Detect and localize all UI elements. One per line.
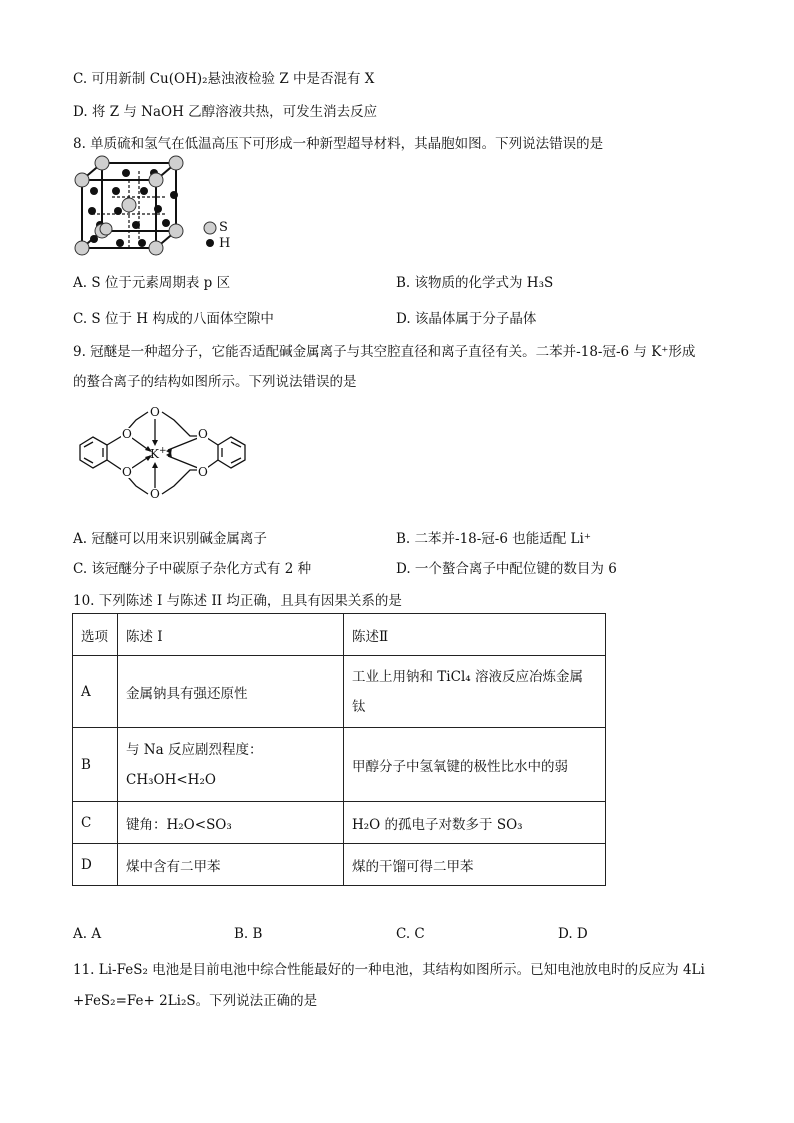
table-header-cell: 陈述Ⅱ (344, 614, 606, 656)
ether-oxygen-label: O (198, 465, 208, 479)
q8-option-d: D. 该晶体属于分子晶体 (396, 311, 537, 327)
q9-stem-line2: 的螯合离子的结构如图所示。下列说法错误的是 (73, 374, 357, 390)
cell-line: 工业上用钠和 TiCl₄ 溶液反应冶炼金属 (352, 668, 583, 685)
table-cell: 煤中含有二甲苯 (118, 844, 344, 886)
q7-option-d: D. 将 Z 与 NaOH 乙醇溶液共热，可发生消去反应 (73, 104, 378, 120)
table-cell: 键角：H₂O<SO₃ (118, 802, 344, 844)
q9-stem-line1: 9. 冠醚是一种超分子，它能否适配碱金属离子与其空腔直径和离子直径有关。二苯并-18-冠-6 与 K⁺形成 (73, 344, 696, 360)
q9-option-c: C. 该冠醚分子中碳原子杂化方式有 2 种 (73, 561, 312, 577)
table-cell (344, 656, 606, 728)
q9-option-d: D. 一个螯合离子中配位键的数目为 6 (396, 561, 617, 577)
table-header-cell: 陈述 I (118, 614, 344, 656)
q8-option-a: A. S 位于元素周期表 p 区 (73, 275, 231, 291)
ether-oxygen-label: O (122, 427, 132, 441)
table-cell: C (73, 802, 118, 844)
q10-answer-b: B. B (234, 926, 263, 942)
q10-table (72, 613, 606, 886)
table-cell: 金属钠具有强还原性 (118, 656, 344, 728)
q11-stem-line2: +FeS₂=Fe+ 2Li₂S。下列说法正确的是 (73, 993, 318, 1009)
table-header-row (73, 614, 606, 656)
table-row (73, 656, 606, 728)
q10-stem: 10. 下列陈述 I 与陈述 II 均正确，且具有因果关系的是 (73, 593, 402, 609)
ether-oxygen-label: O (198, 427, 208, 441)
legend-h-label: H (219, 236, 231, 251)
cell-line: CH₃OH<H₂O (126, 771, 216, 788)
table-cell: 甲醇分子中氢氧键的极性比水中的弱 (344, 728, 606, 802)
q10-answer-c: C. C (396, 926, 425, 942)
q9-option-a: A. 冠醚可以用来识别碱金属离子 (73, 531, 267, 547)
table-cell: 煤的干馏可得二甲苯 (344, 844, 606, 886)
table-row (73, 802, 606, 844)
crystal-cell-figure (70, 155, 240, 260)
potassium-ion-label: K+ (150, 446, 167, 461)
ether-oxygen-label: O (150, 405, 160, 419)
table-cell: A (73, 656, 118, 728)
cell-line: 与 Na 反应剧烈程度： (126, 741, 263, 758)
table-header-cell: 选项 (73, 614, 118, 656)
crown-ether-figure (70, 398, 270, 510)
q8-option-c: C. S 位于 H 构成的八面体空隙中 (73, 311, 274, 327)
ether-oxygen-label: O (122, 465, 132, 479)
legend-s-label: S (219, 220, 228, 235)
q10-answer-a: A. A (73, 926, 102, 942)
q8-option-b: B. 该物质的化学式为 H₃S (396, 275, 554, 291)
q10-answer-d: D. D (558, 926, 588, 942)
q8-stem: 8. 单质硫和氢气在低温高压下可形成一种新型超导材料，其晶胞如图。下列说法错误的是 (73, 136, 604, 152)
table-cell: D (73, 844, 118, 886)
table-cell (118, 728, 344, 802)
q9-option-b: B. 二苯并-18-冠-6 也能适配 Li⁺ (396, 531, 591, 547)
table-cell: B (73, 728, 118, 802)
table-row (73, 844, 606, 886)
cell-line: 钛 (352, 698, 366, 715)
table-cell: H₂O 的孤电子对数多于 SO₃ (344, 802, 606, 844)
q7-option-c: C. 可用新制 Cu(OH)₂悬浊液检验 Z 中是否混有 X (73, 71, 375, 87)
q11-stem-line1: 11. Li-FeS₂ 电池是目前电池中综合性能最好的一种电池，其结构如图所示。已知电池放电时的反应为 4Li (73, 962, 705, 978)
ether-oxygen-label: O (150, 487, 160, 501)
table-row (73, 728, 606, 802)
